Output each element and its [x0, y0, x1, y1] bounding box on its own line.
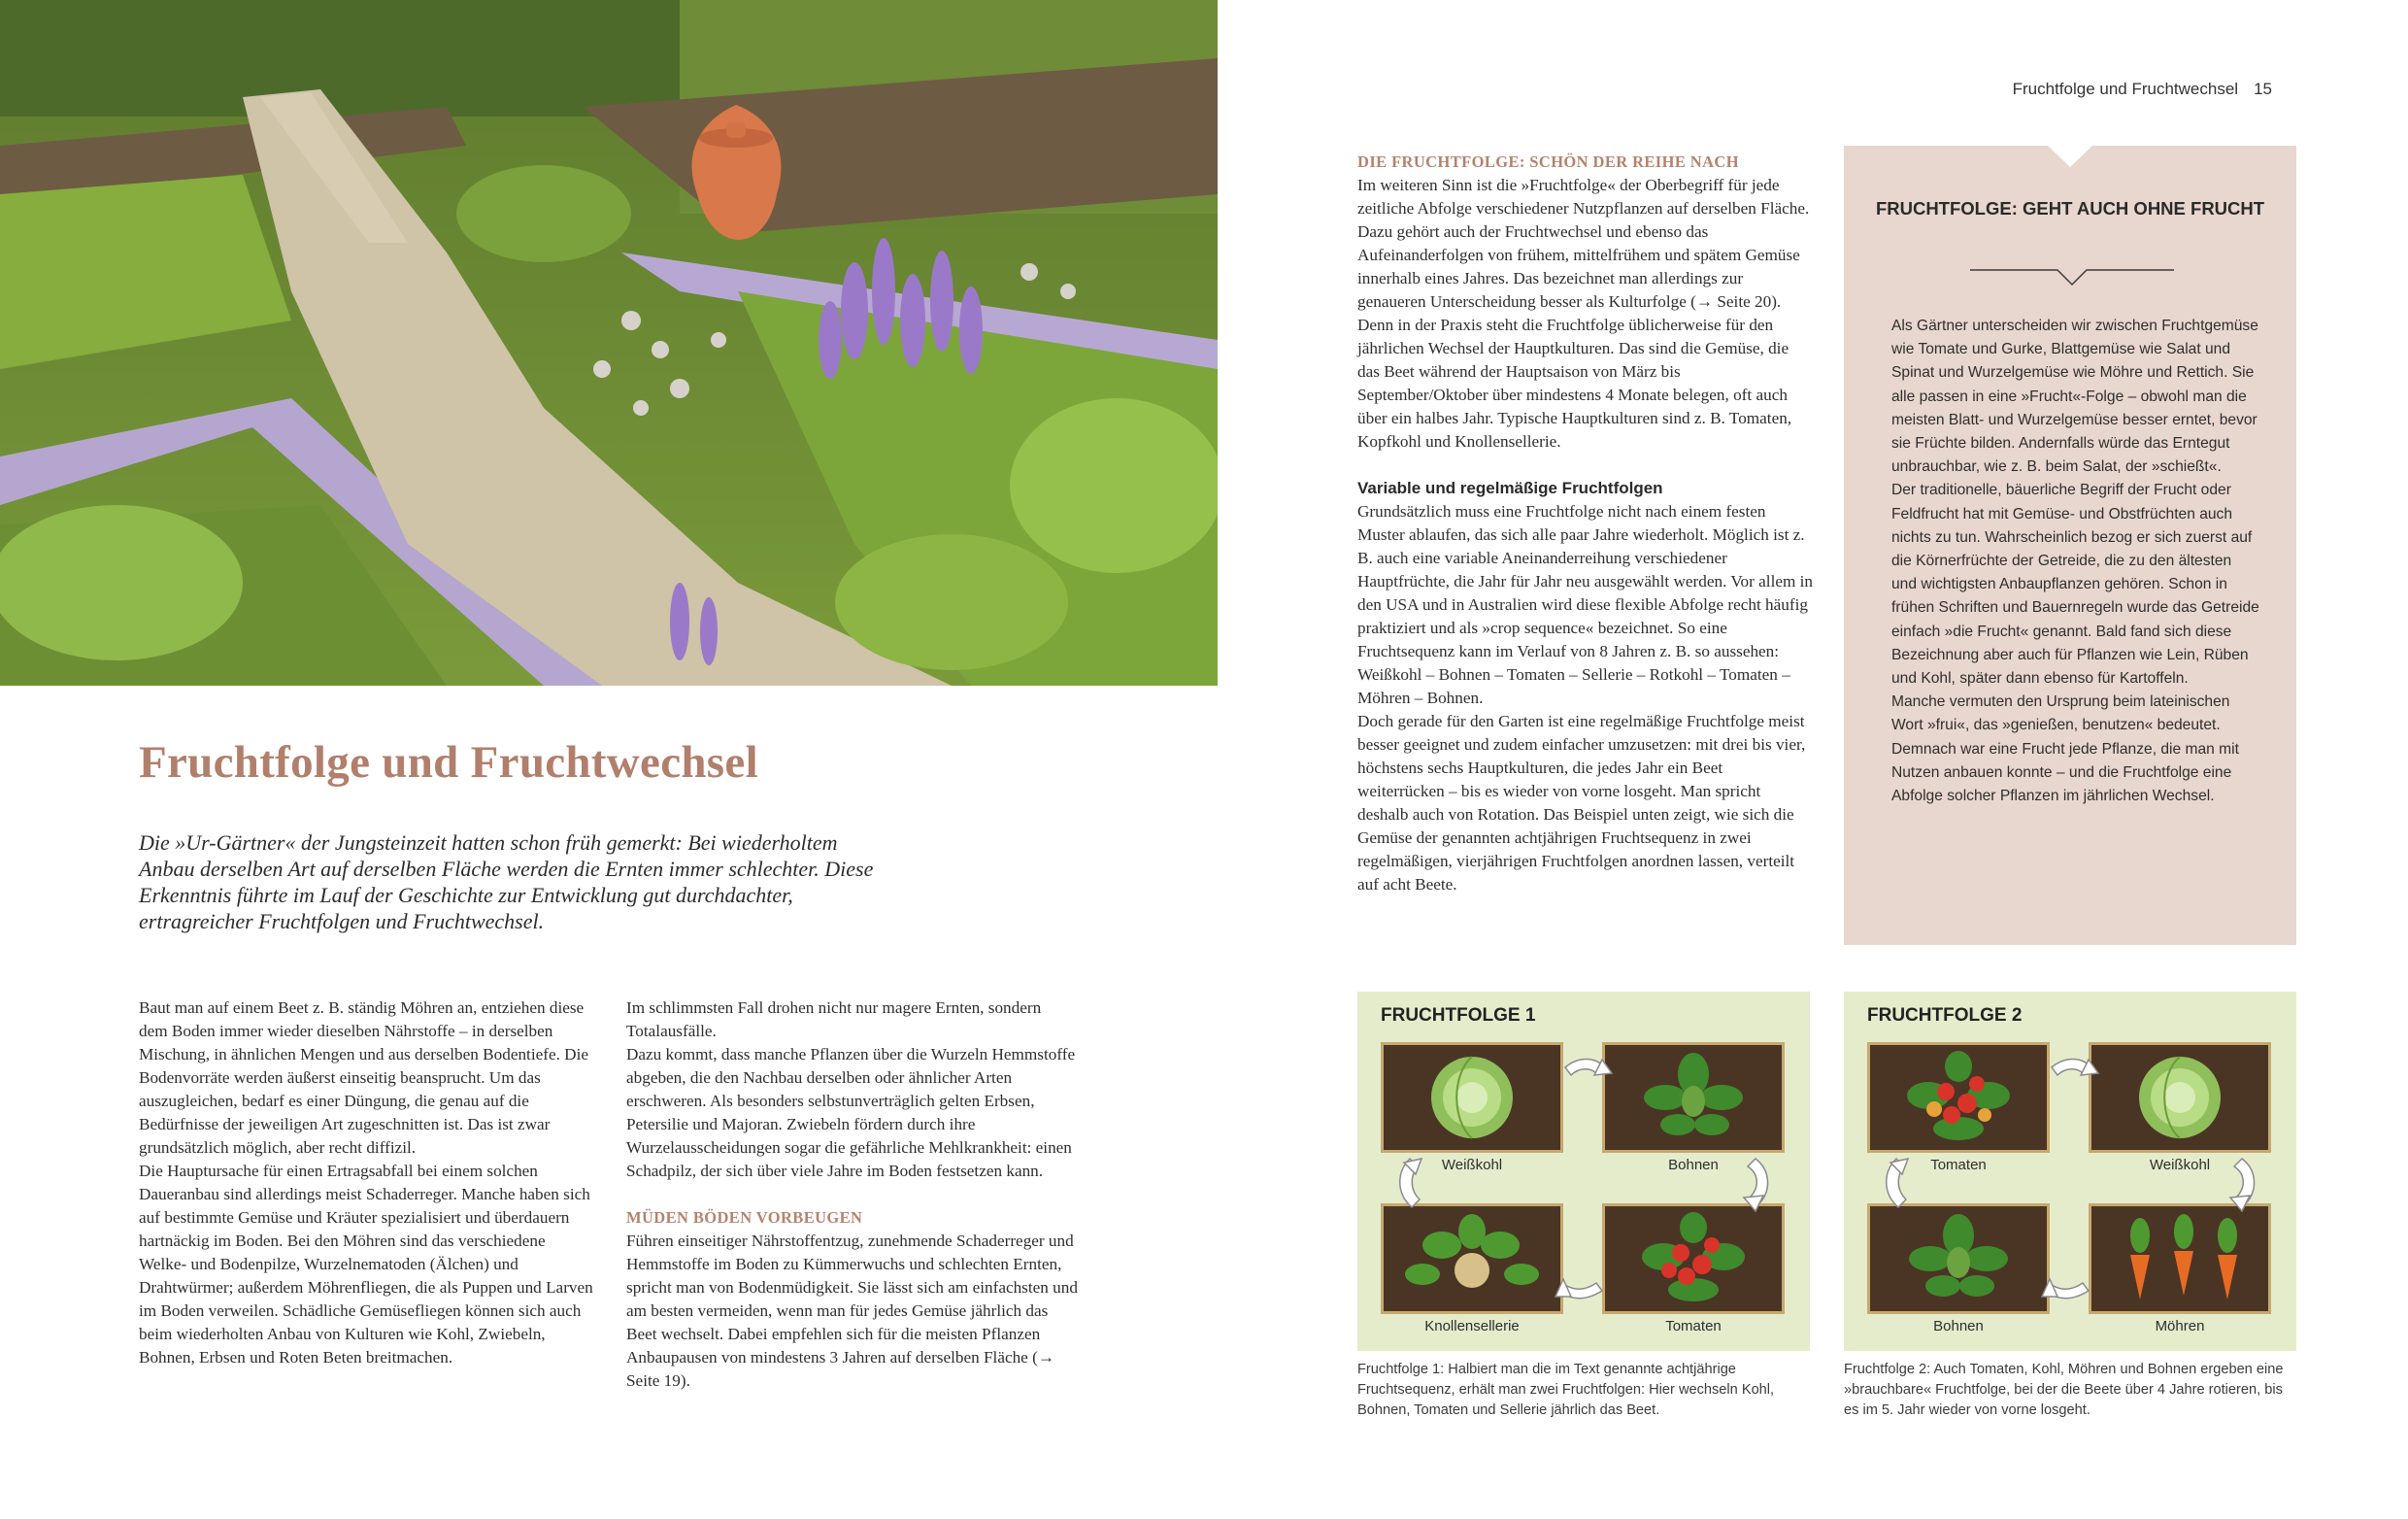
bed-label: Weißkohl — [1441, 1157, 1503, 1173]
info-box-text — [1891, 315, 2260, 808]
paragraph: Der traditionelle, bäuerliche Begriff der Frucht oder Feldfrucht hat mit Gemüse- und Obstfrüchten auch nichts zu tun. Wahrscheinlich bezog er sich zuerst auf die Körnerfrüchte der Getreide, die zu den ältesten und wichtigsten Anbaupflanzen gehören. Schon in frühen Schriften und Bauernregeln wurde das Getreide einfach »die Frucht« genannt. Bald fand sich diese Bezeichnung aber auch für Pflanzen wie Lein, Rüben und Kohl, später dann ebenso für Kartoffeln. — [1891, 482, 2259, 688]
paragraph: Denn in der Praxis steht die Fruchtfolge üblicherweise für den jährlichen Wechsel der Hauptkulturen. Das sind die Gemüse, die das Beet während der Hauptsaison von März bis September/Oktober über mindestens 4 Monate belegen, oft auch über ein halbes Jahr. Typische Hauptkulturen sind z. B. Tomaten, Kopfkohl und Knollensellerie. — [1357, 316, 1792, 451]
garden-photo — [0, 0, 1218, 686]
rotation-diagram-1 — [1357, 992, 1810, 1351]
chapter-title: Fruchtfolge und Fruchtwechsel — [139, 737, 758, 788]
page-number: 15 — [2254, 80, 2272, 98]
rotation-diagram-2 — [1844, 992, 2296, 1351]
intro-paragraph: Die »Ur-Gärtner« der Jungsteinzeit hatten schon früh gemerkt: Bei wiederholtem Anbau derselben Art auf derselben Fläche werden die Ernten immer schlechter. Diese Erkenntnis führte im Lauf der Geschichte zur Entwicklung gut durchdachter, ertragreicher Fruchtfolgen und Fruchtwechsel. — [139, 830, 874, 933]
bed-label: Tomaten — [1930, 1157, 1987, 1173]
notch-decoration — [2048, 146, 2092, 167]
info-box — [1844, 146, 2296, 945]
diagram-title: FRUCHTFOLGE 1 — [1381, 1005, 1536, 1026]
bed-label: Weißkohl — [2149, 1157, 2211, 1173]
rotation-arrows-icon — [1357, 992, 1810, 1351]
bed-label: Bohnen — [1933, 1318, 1984, 1334]
bed-label: Tomaten — [1665, 1318, 1722, 1334]
running-title: Fruchtfolge und Fruchtwechsel — [2012, 80, 2239, 98]
paragraph: Die Hauptursache für einen Ertragsabfall bei einem solchen Daueranbau sind allerdings meist Schaderreger. Manche haben sich auf bestimmte Gemüse und Kräuter spezialisiert und überdauern hartnäckig im Boden. Bei den Möhren sind das verschiedene Welke- und Bodenpilze, Wurzelnematoden (Älchen) und Drahtwürmer; außerdem Möhrenfliegen, die als Puppen und Larven im Boden verweilen. Schädliche Gemüsefliegen können sich auch beim wiederholten Anbau von Kulturen wie Kohl, Zwiebeln, Bohnen, Erbsen und Roten Beten breitmachen. — [139, 1162, 593, 1367]
text-column-2 — [626, 996, 1083, 1393]
subheading: MÜDEN BÖDEN VORBEUGEN — [626, 1208, 863, 1227]
paragraph: Führen einseitiger Nährstoffentzug, zunehmende Schaderreger und Hemmstoffe im Boden zu Kümmerwuchs und schlechten Ernten, spricht man von Bodenmüdigkeit. Sie lässt sich am einfachsten und am besten vermeiden, wenn man für jedes Gemüse jährlich das Beet wechselt. Dabei empfehlen sich für die meisten Pflanzen Anbaupausen von mindestens 3 Jahren auf derselben Fläche (→ Seite 19). — [626, 1232, 1078, 1390]
paragraph: Baut man auf einem Beet z. B. ständig Möhren an, entziehen diese dem Boden immer wieder dieselben Nährstoffe – in derselben Mischung, in ähnlichen Mengen und aus derselben Bodentiefe. Die Bodenvorräte werden äußerst einseitig beansprucht. Um das auszugleichen, bedarf es einer Düngung, die genau auf die Bedürfnisse der jeweiligen Art zugeschnitten ist. Das ist zwar grundsätzlich möglich, aber recht diffizil. — [139, 998, 588, 1157]
subheading: Variable und regelmäßige Fruchtfolgen — [1357, 479, 1663, 497]
bed-label: Möhren — [2155, 1318, 2205, 1334]
subheading: DIE FRUCHTFOLGE: SCHÖN DER REIHE NACH — [1357, 152, 1739, 171]
bed-label: Bohnen — [1668, 1157, 1719, 1173]
divider-icon — [1970, 268, 2174, 297]
paragraph: Grundsätzlich muss eine Fruchtfolge nicht nach einem festen Muster ablaufen, das sich alle paar Jahre wiederholt. Möglich ist z. B. auch eine variable Aneinanderreihung verschiedener Hauptfrüchte, die Jahr für Jahr neu ausgewählt werden. Vor allem in den USA und in Australien wird diese flexible Abfolge recht häufig praktiziert und als »crop sequence« bezeichnet. So eine Fruchtsequenz kann im Verlauf von 8 Jahren z. B. so aussehen: Weißkohl – Bohnen – Tomaten – Sellerie – Rotkohl – Tomaten – Möhren – Bohnen. — [1357, 502, 1814, 707]
figure-caption-2: Fruchtfolge 2: Auch Tomaten, Kohl, Möhren und Bohnen ergeben eine »brauchbare« Fruchtfolge, bei der die Beete über 4 Jahre rotieren, bis es im 5. Jahr wieder von vorne losgeht. — [1844, 1362, 2284, 1418]
paragraph: Im weiteren Sinn ist die »Fruchtfolge« der Oberbegriff für jede zeitliche Abfolge verschiedener Nutzpflanzen auf derselben Fläche. Dazu gehört auch der Fruchtwechsel und ebenso das Aufeinanderfolgen von frühem, mittelfrühem und spätem Gemüse innerhalb eines Jahres. Das bezeichnet man allerdings zur genaueren Unterscheidung besser als Kulturfolge (→ Seite 20). — [1357, 176, 1810, 311]
paragraph: Doch gerade für den Garten ist eine regelmäßige Fruchtfolge meist besser geeignet und zudem einfacher umzusetzen: mit drei bis vier, höchstens sechs Hauptkulturen, die jedes Jahr ein Beet weiterrücken – bis es wieder von vorne losgeht. Man spricht deshalb auch von Rotation. Das Beispiel unten zeigt, wie sich die Gemüse der genannten achtjährigen Fruchtsequenz in zwei regelmäßigen, vierjährigen Fruchtfolgen anordnen lassen, verteilt auf acht Beete. — [1357, 712, 1806, 894]
paragraph: Manche vermuten den Ursprung beim lateinischen Wort »frui«, das »genießen, benutzen« bedeutet. Demnach war eine Frucht jede Pflanze, die man mit Nutzen anbauen konnte – und die Fruchtfolge eine Abfolge solcher Pflanzen im jährlichen Wechsel. — [1891, 693, 2239, 805]
rotation-arrows-icon — [1844, 992, 2296, 1351]
bed-label: Knollensellerie — [1424, 1318, 1520, 1334]
paragraph: Als Gärtner unterscheiden wir zwischen Fruchtgemüse wie Tomate und Gurke, Blattgemüse wie Salat und Spinat und Wurzelgemüse wie Möhre und Rettich. Sie alle passen in eine »Frucht«-Folge – obwohl man die meisten Blatt- und Wurzelgemüse besser erntet, bevor sie Früchte bilden. Andernfalls würde das Erntegut unbrauchbar, wie z. B. beim Salat, der »schießt«. — [1891, 318, 2258, 476]
figure-caption-1: Fruchtfolge 1: Halbiert man die im Text genannte achtjährige Fruchtsequenz, erhält man zwei Fruchtfolgen: Hier wechseln Kohl, Bohnen, Tomaten und Sellerie jährlich das Beet. — [1357, 1362, 1775, 1418]
text-column-1 — [139, 996, 595, 1369]
paragraph: Im schlimmsten Fall drohen nicht nur magere Ernten, sondern Totalausfälle. — [626, 998, 1042, 1040]
text-column-3 — [1357, 151, 1814, 896]
paragraph: Dazu kommt, dass manche Pflanzen über die Wurzeln Hemmstoffe abgeben, die den Nachbau derselben oder ähnlicher Arten erschweren. Als besonders selbstunverträglich gelten Erbsen, Petersilie und Majoran. Zwiebeln fördern durch ihre Wurzelausscheidungen sogar die gefährliche Mehlkrankheit: einen Schadpilz, der sich über viele Jahre im Boden festsetzen kann. — [626, 1045, 1076, 1180]
info-box-title: FRUCHTFOLGE: GEHT AUCH OHNE FRUCHT — [1875, 198, 2265, 219]
running-head — [2013, 80, 2272, 99]
diagram-title: FRUCHTFOLGE 2 — [1867, 1005, 2023, 1026]
